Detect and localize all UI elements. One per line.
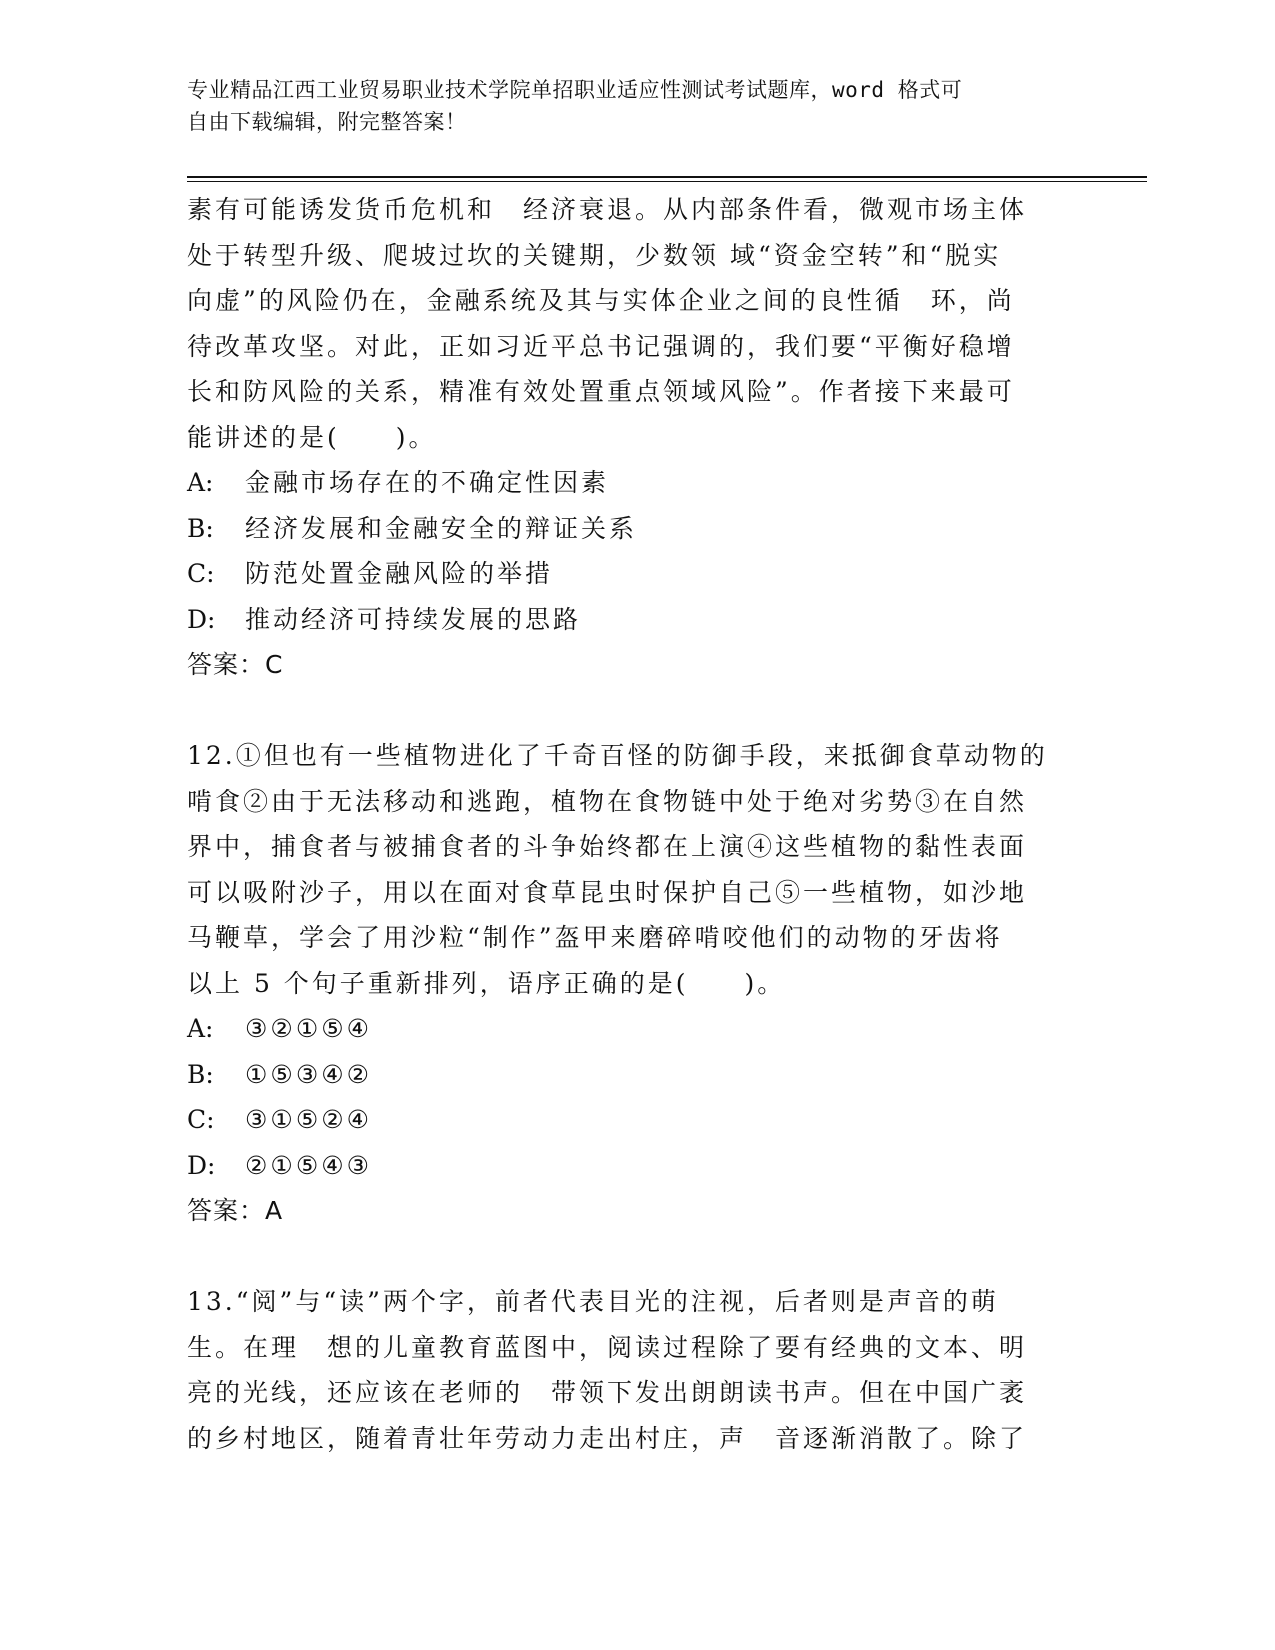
question-12 xyxy=(187,733,1067,1234)
option-letter: B: xyxy=(187,1059,214,1089)
option-text: ③①⑤②④ xyxy=(245,1105,373,1134)
option-text: ③②①⑤④ xyxy=(245,1014,373,1043)
header-line-1: 专业精品江西工业贸易职业技术学院单招职业适应性测试考试题库，word 格式可 xyxy=(187,78,963,102)
option-text: 推动经济可持续发展的思路 xyxy=(245,604,582,634)
spacer xyxy=(187,688,1067,734)
question-text-line: 亮的光线，还应该在老师的 带领下发出朗朗读书声。但在中国广袤 xyxy=(187,1378,1028,1407)
question-text-line: 以上 5 个句子重新排列，语序正确的是( )。 xyxy=(187,968,786,998)
option-text: 经济发展和金融安全的辩证关系 xyxy=(245,513,638,543)
question-13 xyxy=(187,1279,1067,1461)
answer-line: 答案：C xyxy=(187,650,284,679)
question-text-line: 处于转型升级、爬坡过坎的关键期，少数领 域“资金空转”和“脱实 xyxy=(187,240,1002,270)
option-letter: A: xyxy=(187,1014,214,1043)
question-text-line: 12.①但也有一些植物进化了千奇百怪的防御手段，来抵御食草动物的 xyxy=(187,741,1048,770)
question-text-line: 界中，捕食者与被捕食者的斗争始终都在上演④这些植物的黏性表面 xyxy=(187,832,1028,861)
question-text-line: 待改革攻坚。对此，正如习近平总书记强调的，我们要“平衡好稳增 xyxy=(187,331,1015,361)
header-rule-thick xyxy=(187,176,1147,178)
document-body xyxy=(187,187,1067,1461)
option-text: 金融市场存在的不确定性因素 xyxy=(245,468,610,497)
option-c xyxy=(187,551,1067,597)
option-c xyxy=(187,1097,1067,1143)
option-d xyxy=(187,1143,1067,1189)
question-text-line: 能讲述的是( )。 xyxy=(187,422,437,452)
question-text-line: 长和防风险的关系，精准有效处置重点领域风险”。作者接下来最可 xyxy=(187,377,1015,406)
option-letter: B: xyxy=(187,513,214,543)
header-rule-thin xyxy=(187,181,1147,182)
question-11 xyxy=(187,187,1067,688)
option-a xyxy=(187,460,1067,506)
option-text: 防范处置金融风险的举措 xyxy=(245,559,554,588)
option-a xyxy=(187,1006,1067,1052)
question-text-line: 马鞭草，学会了用沙粒“制作”盔甲来磨碎啃咬他们的动物的牙齿将 xyxy=(187,923,1003,952)
question-text-line: 向虚”的风险仍在，金融系统及其与实体企业之间的良性循 环，尚 xyxy=(187,286,1015,315)
spacer xyxy=(187,1234,1067,1280)
option-letter: A: xyxy=(187,468,214,497)
question-text-line: 的乡村地区，随着青壮年劳动力走出村庄，声 音逐渐消散了。除了 xyxy=(187,1423,1028,1453)
answer-line: 答案：A xyxy=(187,1196,284,1225)
option-letter: C: xyxy=(187,559,215,588)
option-text: ②①⑤④③ xyxy=(245,1150,373,1180)
header-line-2: 自由下载编辑，附完整答案！ xyxy=(187,110,467,134)
question-text-line: 13.“阅”与“读”两个字，前者代表目光的注视，后者则是声音的萌 xyxy=(187,1287,999,1316)
page-header xyxy=(187,74,1067,138)
option-letter: D: xyxy=(187,1150,216,1180)
question-text-line: 素有可能诱发货币危机和 经济衰退。从内部条件看，微观市场主体 xyxy=(187,195,1028,224)
question-text-line: 可以吸附沙子，用以在面对食草昆虫时保护自己⑤一些植物，如沙地 xyxy=(187,877,1028,907)
option-b xyxy=(187,506,1067,552)
question-text-line: 啃食②由于无法移动和逃跑，植物在食物链中处于绝对劣势③在自然 xyxy=(187,786,1028,816)
option-b xyxy=(187,1052,1067,1098)
option-text: ①⑤③④② xyxy=(245,1059,373,1089)
option-letter: D: xyxy=(187,604,216,634)
question-text-line: 生。在理 想的儿童教育蓝图中，阅读过程除了要有经典的文本、明 xyxy=(187,1332,1028,1362)
option-d xyxy=(187,597,1067,643)
option-letter: C: xyxy=(187,1105,215,1134)
